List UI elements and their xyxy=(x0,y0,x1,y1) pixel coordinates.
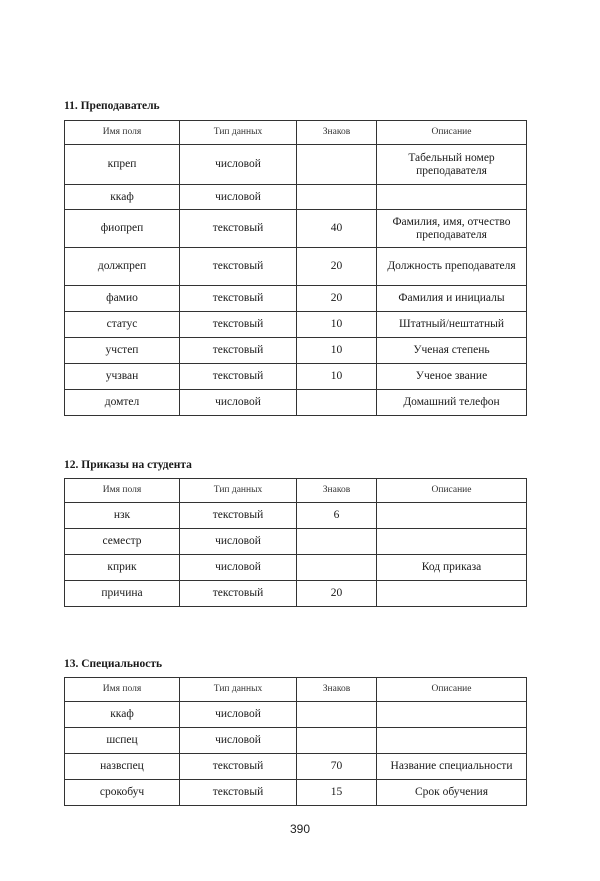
section-title: 13. Специальность xyxy=(64,658,163,670)
field-length xyxy=(297,728,377,754)
data-type: числовой xyxy=(180,185,297,210)
data-type: текстовый xyxy=(180,581,297,607)
field-length xyxy=(297,555,377,581)
field-length xyxy=(297,529,377,555)
field-description: Табельный номер преподавателя xyxy=(377,145,527,185)
field-length xyxy=(297,702,377,728)
data-type: текстовый xyxy=(180,754,297,780)
table-row xyxy=(65,529,527,555)
header-length: Знаков xyxy=(297,678,377,702)
table-row xyxy=(65,754,527,780)
table-row xyxy=(65,145,527,185)
field-description: Название специальности xyxy=(377,754,527,780)
page-number: 390 xyxy=(289,822,311,836)
field-name: статус xyxy=(65,312,180,338)
header-description: Описание xyxy=(377,121,527,145)
section-title: 11. Преподаватель xyxy=(64,100,160,112)
field-description: Должность преподавателя xyxy=(377,248,527,286)
data-type: текстовый xyxy=(180,248,297,286)
data-type: числовой xyxy=(180,728,297,754)
field-description: Домашний телефон xyxy=(377,390,527,416)
data-type: числовой xyxy=(180,702,297,728)
table-row xyxy=(65,702,527,728)
field-length: 10 xyxy=(297,338,377,364)
field-length: 20 xyxy=(297,286,377,312)
field-description xyxy=(377,503,527,529)
field-length: 10 xyxy=(297,312,377,338)
field-description: Срок обучения xyxy=(377,780,527,806)
field-length: 15 xyxy=(297,780,377,806)
field-name: причина xyxy=(65,581,180,607)
field-name: кпреп xyxy=(65,145,180,185)
table-row xyxy=(65,286,527,312)
field-description xyxy=(377,581,527,607)
table-row xyxy=(65,503,527,529)
data-type: текстовый xyxy=(180,780,297,806)
field-length: 70 xyxy=(297,754,377,780)
data-type: текстовый xyxy=(180,338,297,364)
table-row xyxy=(65,780,527,806)
field-length: 40 xyxy=(297,210,377,248)
data-type: текстовый xyxy=(180,503,297,529)
field-description: Штатный/нештатный xyxy=(377,312,527,338)
fields-table xyxy=(64,677,527,806)
header-length: Знаков xyxy=(297,121,377,145)
field-length xyxy=(297,390,377,416)
data-type: числовой xyxy=(180,529,297,555)
section-title: 12. Приказы на студента xyxy=(64,459,192,471)
field-name: домтел xyxy=(65,390,180,416)
data-type: текстовый xyxy=(180,364,297,390)
field-name: срокобуч xyxy=(65,780,180,806)
fields-table xyxy=(64,120,527,416)
data-type: числовой xyxy=(180,390,297,416)
field-name: кприк xyxy=(65,555,180,581)
header-field-name: Имя поля xyxy=(65,121,180,145)
field-length: 10 xyxy=(297,364,377,390)
field-name: нзк xyxy=(65,503,180,529)
field-description xyxy=(377,702,527,728)
field-description: Ученая степень xyxy=(377,338,527,364)
table-header-row xyxy=(65,479,527,503)
data-type: числовой xyxy=(180,555,297,581)
field-name: семестр xyxy=(65,529,180,555)
fields-table xyxy=(64,478,527,607)
field-description: Фамилия и инициалы xyxy=(377,286,527,312)
field-length xyxy=(297,145,377,185)
header-length: Знаков xyxy=(297,479,377,503)
field-name: шспец xyxy=(65,728,180,754)
table-header-row xyxy=(65,121,527,145)
table-row xyxy=(65,185,527,210)
field-description xyxy=(377,728,527,754)
field-name: фамио xyxy=(65,286,180,312)
field-length: 20 xyxy=(297,248,377,286)
data-type: текстовый xyxy=(180,286,297,312)
field-name: назвспец xyxy=(65,754,180,780)
field-length xyxy=(297,185,377,210)
table-row xyxy=(65,338,527,364)
data-type: текстовый xyxy=(180,312,297,338)
table-row xyxy=(65,210,527,248)
field-description: Ученое звание xyxy=(377,364,527,390)
table-row xyxy=(65,555,527,581)
field-length: 6 xyxy=(297,503,377,529)
table-row xyxy=(65,364,527,390)
header-description: Описание xyxy=(377,479,527,503)
field-description xyxy=(377,529,527,555)
header-field-name: Имя поля xyxy=(65,479,180,503)
field-name: фиопреп xyxy=(65,210,180,248)
header-data-type: Тип данных xyxy=(180,479,297,503)
data-type: текстовый xyxy=(180,210,297,248)
table-row xyxy=(65,390,527,416)
field-description xyxy=(377,185,527,210)
table-row xyxy=(65,581,527,607)
field-name: учстеп xyxy=(65,338,180,364)
field-name: учзван xyxy=(65,364,180,390)
table-row xyxy=(65,312,527,338)
field-description: Фамилия, имя, отчество преподавателя xyxy=(377,210,527,248)
header-data-type: Тип данных xyxy=(180,678,297,702)
field-name: ккаф xyxy=(65,185,180,210)
field-length: 20 xyxy=(297,581,377,607)
data-type: числовой xyxy=(180,145,297,185)
header-description: Описание xyxy=(377,678,527,702)
table-row xyxy=(65,728,527,754)
table-row xyxy=(65,248,527,286)
field-name: ккаф xyxy=(65,702,180,728)
field-description: Код приказа xyxy=(377,555,527,581)
header-data-type: Тип данных xyxy=(180,121,297,145)
table-header-row xyxy=(65,678,527,702)
field-name: должпреп xyxy=(65,248,180,286)
header-field-name: Имя поля xyxy=(65,678,180,702)
